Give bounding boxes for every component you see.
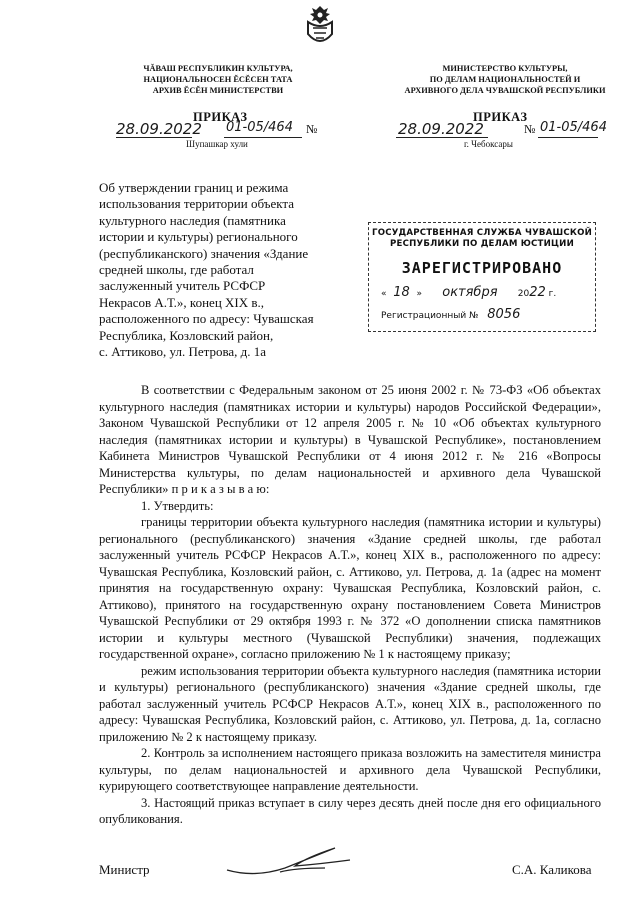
paragraph-control: 2. Контроль за исполнением настоящего приказа возложить на заместителя министра культуры, по делам национальностей и архивного дела Чувашской Республики, курирующего соответствующее направление деятельности.	[99, 746, 601, 793]
order-number-right: 01-05/464	[540, 120, 607, 135]
paragraph-approve: 1. Утвердить:	[141, 498, 214, 513]
title-line: культурного наследия (памятника	[99, 212, 286, 228]
stamp-day: 18	[393, 285, 410, 300]
title-line: Республика, Козловский район,	[99, 327, 274, 343]
title-line: средней школы, где работал	[99, 262, 254, 278]
paragraph-preamble: В соответствии с Федеральным законом от 25 июня 2002 г. № 73-ФЗ «Об объектах культурного наследия (памятниках истории и культуры) народов Российской Федерации», Законом Чувашской Республики от 12 апреля 2005 г. № 10 «Об объектах культурного наследия (памятниках истории и культуры) в Чувашской Республике», постановлением Кабинета Министров Чувашской Республики от 4 июня 2012 г. № 216 «Вопросы Министерства культуры, по делам национальностей и архивного дела Чувашской Республики» п р и к а з ы в а ю:	[99, 383, 601, 496]
title-line: использования территории объекта	[99, 196, 294, 212]
order-label-right: ПРИКАЗ	[473, 110, 528, 124]
signatory-position: Министр	[99, 862, 150, 877]
title-line: (республиканского) значения «Здание	[99, 245, 309, 261]
coat-of-arms-emblem	[300, 4, 340, 48]
stamp-reg-value: 8056	[487, 307, 521, 322]
stamp-month: октября	[442, 285, 498, 300]
order-date-left: 28.09.2022	[116, 120, 202, 138]
title-line: с. Аттиково, ул. Петрова, д. 1а	[99, 344, 267, 360]
number-sign-right: №	[524, 122, 536, 136]
stamp-reg-label: Регистрационный №	[381, 311, 479, 321]
ministry-header-russian: МИНИСТЕРСТВО КУЛЬТУРЫ, ПО ДЕЛАМ НАЦИОНАЛЬНОСТЕЙ И АРХИВНОГО ДЕЛА ЧУВАШСКОЙ РЕСПУБЛИКИ	[404, 64, 606, 95]
stamp-reg-number	[381, 307, 587, 322]
title-line: истории и культуры) регионального	[99, 229, 298, 245]
place-left: Шупашкар хули	[186, 139, 248, 149]
paragraph-boundaries: границы территории объекта культурного наследия (памятника истории и культуры) регионального (республиканского) значения «Здание средней школы, где работал заслуженный учитель РСФСР Некрасов А.Т.», конец XIX в., расположенного по адресу: Чувашская Республика, Козловский район, с. Аттиково, ул. Петрова, д. 1а (адрес на момент принятия на государственную охрану: Чувашская Республика, Козловский район, с. Аттиково), принятого на государственную охрану постановлением Совета Министров Чувашской Республики от 29 октября 1993 г. № 372 «О дополнении списка памятников истории и культуры местного (Чувашской Республики) значения, подлежащих государственной охране», согласно приложению № 1 к настоящему приказу;	[99, 515, 601, 661]
date-underline-right	[396, 137, 488, 138]
paragraph-regime: режим использования территории объекта культурного наследия (памятника истории и культуры) регионального (республиканского) значения «Здание средней школы, где работал заслуженный учитель РСФСР Некрасов А.Т.», конец XIX в., расположенного по адресу: Чувашская Республика, Козловский район, с. Аттиково, ул. Петрова, д. 1а, согласно приложению № 2 к настоящему приказу.	[99, 663, 601, 744]
stamp-authority: ГОСУДАРСТВЕННАЯ СЛУЖБА ЧУВАШСКОЙ РЕСПУБЛИКИ ПО ДЕЛАМ ЮСТИЦИИ	[372, 228, 592, 249]
title-line: расположенного по адресу: Чувашская	[99, 311, 314, 327]
place-right: г. Чебоксары	[464, 139, 513, 149]
title-line: Некрасов А.Т.», конец XIX в.,	[99, 294, 265, 310]
number-underline-right	[538, 137, 598, 138]
stamp-date: « 18 » октября 2022 г.	[381, 285, 557, 300]
order-label-left: ПРИКАЗ	[193, 110, 248, 124]
title-line: Об утверждении границ и режима	[99, 180, 289, 195]
title-line: заслуженный учитель РСФСР	[99, 278, 266, 294]
handwritten-signature	[225, 838, 355, 888]
stamp-year-suffix: г.	[548, 289, 557, 299]
paragraph-effective: 3. Настоящий приказ вступает в силу через десять дней после дня его официального опубликования.	[99, 795, 601, 826]
stamp-year-prefix: 20	[517, 289, 530, 299]
signatory-name: С.А. Каликова	[512, 862, 592, 877]
stamp-status: ЗАРЕГИСТРИРОВАНО	[401, 259, 563, 277]
order-date-right: 28.09.2022	[398, 120, 484, 138]
number-underline-left	[224, 137, 302, 138]
stamp-year: 22	[529, 285, 546, 300]
order-body	[99, 382, 601, 828]
number-sign-left: №	[306, 122, 318, 136]
registration-stamp	[368, 222, 596, 332]
order-number-left: 01-05/464	[226, 120, 293, 135]
order-title	[99, 180, 361, 360]
ministry-header-chuvash: ЧĂВАШ РЕСПУБЛИКИН КУЛЬТУРА, НАЦИОНАЛЬНОСЕН ĔСĔСЕН ТАТА АРХИВ ĔСĔН МИНИСТЕРСТВИ	[143, 64, 293, 95]
date-underline-left	[116, 137, 192, 138]
